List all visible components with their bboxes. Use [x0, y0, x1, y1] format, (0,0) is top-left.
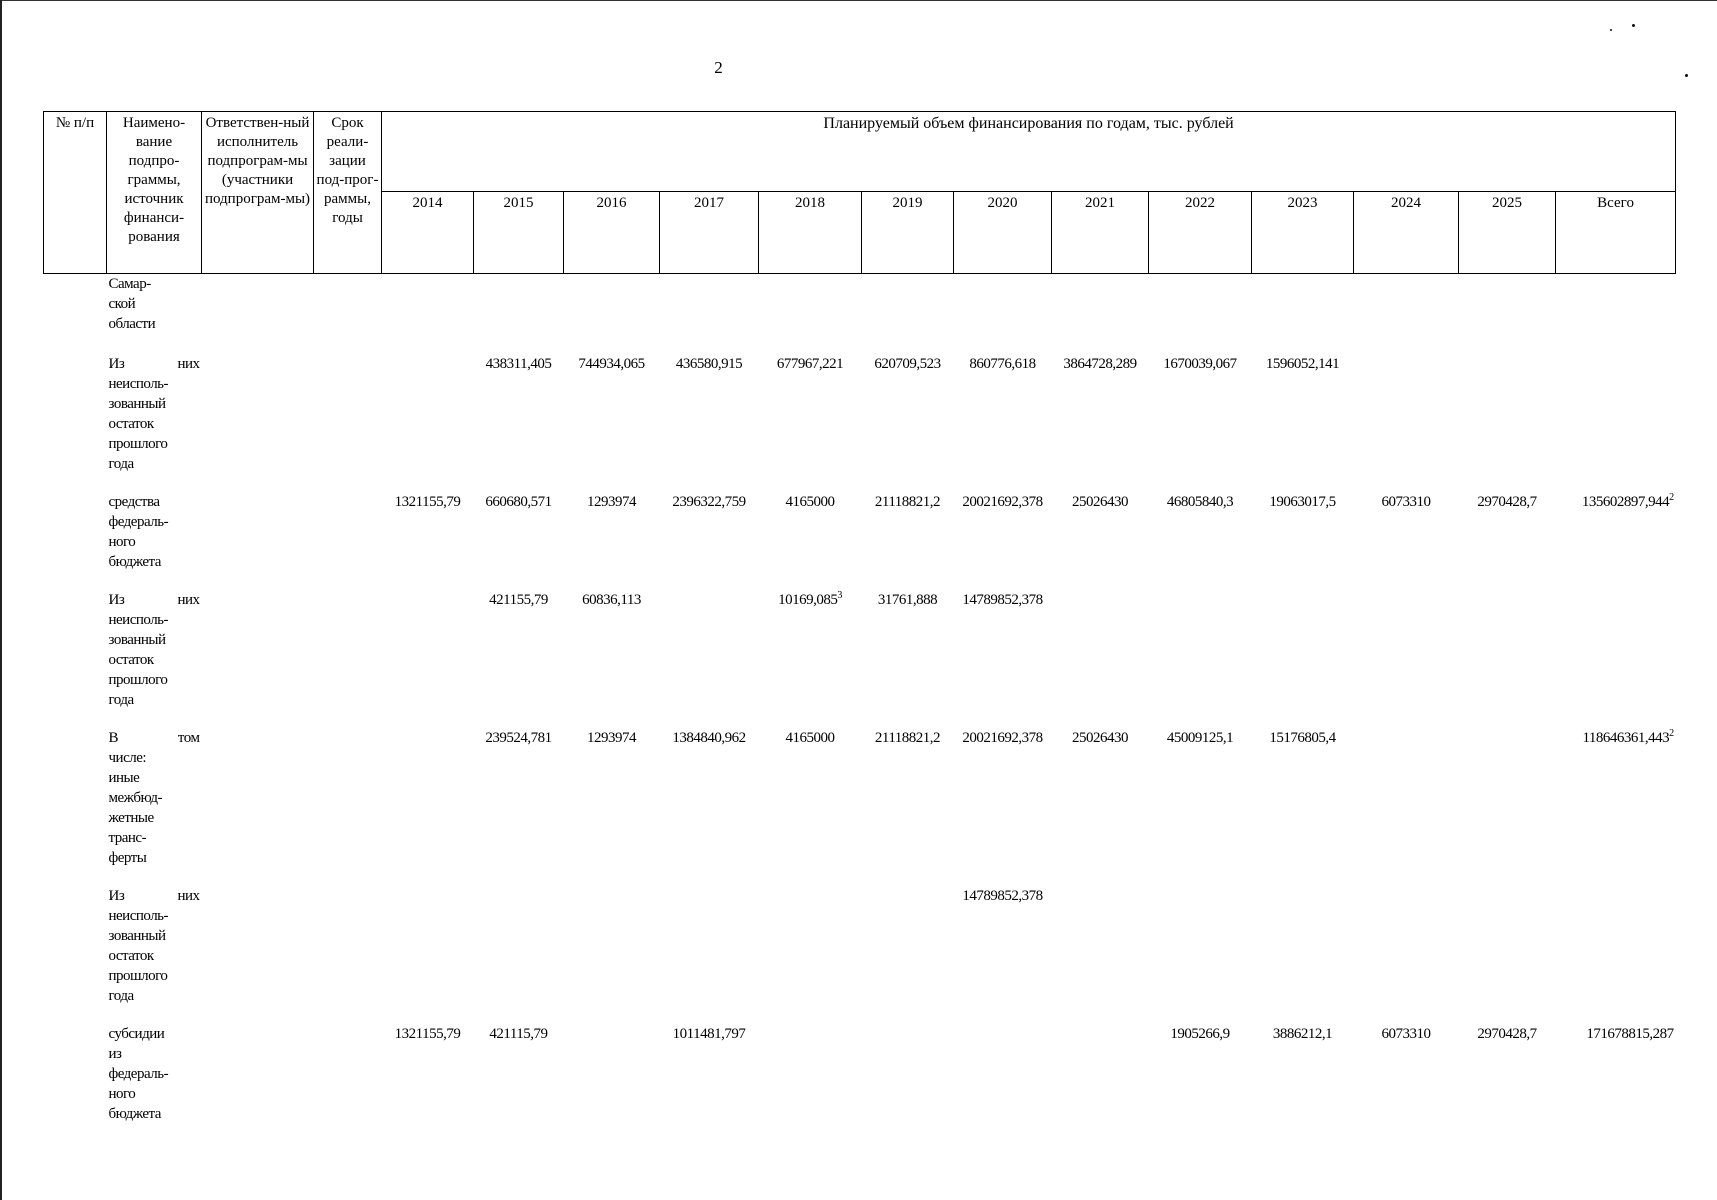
- value-text: 10169,085: [778, 591, 838, 608]
- cell-value-2021: [1052, 274, 1149, 354]
- cell-value-2014: [382, 274, 474, 354]
- cell-value-2018: [759, 886, 862, 1024]
- value-text: 6073310: [1381, 1025, 1431, 1042]
- header-year: 2025: [1459, 192, 1556, 274]
- cell-value-2014: [382, 354, 474, 492]
- cell-value-2021: [1052, 492, 1149, 590]
- cell-value-2016: [564, 354, 660, 492]
- value-text: 4165000: [785, 493, 835, 510]
- cell-value-2022: [1149, 274, 1252, 354]
- value-text: 20021692,378: [962, 493, 1043, 510]
- cell-value-2018: [759, 590, 862, 728]
- source-name-line: числе:: [108, 749, 147, 766]
- cell-term: [314, 1024, 382, 1144]
- cell-value-2022: [1149, 590, 1252, 728]
- cell-value-2017: [660, 354, 759, 492]
- cell-value-2019: [862, 274, 954, 354]
- cell-total: [1556, 590, 1676, 728]
- cell-value-2021: [1052, 1024, 1149, 1144]
- table-row: [44, 492, 1676, 590]
- cell-value-2015: [474, 728, 564, 886]
- source-name-line: ного: [108, 1085, 136, 1102]
- cell-value-2015: [474, 1024, 564, 1144]
- scan-speck: [1610, 29, 1612, 31]
- source-name-line: прошлого: [108, 967, 168, 984]
- cell-value-2019: [862, 590, 954, 728]
- value-text: 60836,113: [582, 591, 641, 608]
- cell-value-2021: [1052, 590, 1149, 728]
- cell-value-2014: [382, 886, 474, 1024]
- cell-value-2020: [954, 590, 1052, 728]
- source-name-line: федераль-: [108, 513, 169, 530]
- source-name-line: области: [108, 316, 156, 332]
- cell-value-2022: [1149, 1024, 1252, 1144]
- value-text: 620709,523: [874, 355, 941, 372]
- cell-value-2016: [564, 886, 660, 1024]
- source-name-line: прошлого: [108, 671, 168, 688]
- value-text: 744934,065: [578, 355, 645, 372]
- cell-value-2024: [1354, 886, 1459, 1024]
- source-name-line: года: [108, 455, 134, 472]
- value-text: 171678815,287: [1586, 1025, 1674, 1042]
- cell-value-2020: [954, 728, 1052, 886]
- cell-value-2017: [660, 1024, 759, 1144]
- cell-value-2025: [1459, 354, 1556, 492]
- cell-value-2020: [954, 492, 1052, 590]
- cell-total: [1556, 728, 1676, 886]
- cell-executor: [202, 886, 314, 1024]
- value-text: 1905266,9: [1170, 1025, 1230, 1042]
- cell-value-2017: [660, 728, 759, 886]
- value-text: 21118821,2: [874, 493, 941, 510]
- source-name-line: В том: [108, 729, 200, 746]
- value-text: 15176805,4: [1269, 729, 1336, 746]
- cell-source-name: [107, 354, 202, 492]
- value-text: 2970428,7: [1477, 493, 1537, 510]
- value-text: 6073310: [1381, 493, 1431, 510]
- cell-value-2020: [954, 886, 1052, 1024]
- source-name-line: остаток: [108, 415, 154, 432]
- cell-source-name: [107, 886, 202, 1024]
- value-text: 19063017,5: [1269, 493, 1336, 510]
- cell-value-2024: [1354, 728, 1459, 886]
- cell-value-2017: [660, 492, 759, 590]
- header-term: Срок реали-зации под-прог-раммы, годы: [314, 112, 382, 274]
- cell-term: [314, 590, 382, 728]
- cell-no: [44, 354, 107, 492]
- value-text: 677967,221: [776, 355, 844, 372]
- cell-value-2017: [660, 590, 759, 728]
- header-year: 2021: [1052, 192, 1149, 274]
- value-text: 421155,79: [489, 591, 548, 608]
- value-text: 438311,405: [485, 355, 552, 372]
- cell-term: [314, 492, 382, 590]
- cell-total: [1556, 886, 1676, 1024]
- cell-value-2015: [474, 590, 564, 728]
- cell-term: [314, 354, 382, 492]
- cell-value-2022: [1149, 728, 1252, 886]
- cell-value-2021: [1052, 728, 1149, 886]
- cell-value-2023: [1252, 728, 1354, 886]
- source-name-line: остаток: [108, 947, 154, 964]
- cell-term: [314, 886, 382, 1024]
- source-name-line: субсидии: [108, 1025, 165, 1042]
- source-name-line: зованный: [108, 631, 166, 648]
- value-text: 20021692,378: [962, 729, 1043, 746]
- cell-value-2025: [1459, 492, 1556, 590]
- financing-table: [43, 111, 1676, 1144]
- source-name-line: Из них: [108, 591, 200, 608]
- cell-value-2019: [862, 728, 954, 886]
- cell-value-2024: [1354, 354, 1459, 492]
- cell-no: [44, 728, 107, 886]
- source-name-line: остаток: [108, 651, 154, 668]
- header-year: Всего: [1556, 192, 1676, 274]
- header-year: 2024: [1354, 192, 1459, 274]
- value-text: 239524,781: [485, 729, 552, 746]
- source-name-line: года: [108, 691, 134, 708]
- cell-value-2019: [862, 886, 954, 1024]
- value-text: 46805840,3: [1166, 493, 1234, 510]
- source-name-line: неисполь-: [108, 611, 169, 628]
- cell-value-2023: [1252, 274, 1354, 354]
- header-year: 2022: [1149, 192, 1252, 274]
- cell-value-2022: [1149, 492, 1252, 590]
- header-no: № п/п: [44, 112, 107, 274]
- cell-no: [44, 274, 107, 354]
- cell-source-name: [107, 274, 202, 354]
- cell-value-2024: [1354, 274, 1459, 354]
- source-name-line: бюджета: [108, 553, 161, 570]
- value-text: 31761,888: [877, 591, 938, 608]
- table-row: [44, 728, 1676, 886]
- source-name-line: года: [108, 987, 134, 1004]
- cell-no: [44, 1024, 107, 1144]
- cell-source-name: [107, 728, 202, 886]
- source-name-line: иные: [108, 769, 140, 786]
- header-executor: Ответствен-ный исполнитель подпрограм-мы (участники подпрограм-мы): [202, 112, 314, 274]
- value-text: 4165000: [785, 729, 835, 746]
- cell-value-2016: [564, 728, 660, 886]
- cell-source-name: [107, 492, 202, 590]
- cell-source-name: [107, 1024, 202, 1144]
- value-text: 2970428,7: [1477, 1025, 1537, 1042]
- source-name-line: федераль-: [108, 1065, 169, 1082]
- source-name-line: неисполь-: [108, 375, 169, 392]
- value-text: 660680,571: [485, 493, 552, 510]
- source-name-line: ного: [108, 533, 136, 550]
- header-year: 2023: [1252, 192, 1354, 274]
- cell-value-2017: [660, 886, 759, 1024]
- cell-source-name: [107, 590, 202, 728]
- header-year: 2016: [564, 192, 660, 274]
- table-row: [44, 886, 1676, 1024]
- cell-value-2015: [474, 354, 564, 492]
- value-text: 135602897,944: [1581, 493, 1670, 510]
- value-text: 45009125,1: [1166, 729, 1234, 746]
- header-year: 2020: [954, 192, 1052, 274]
- header-year: 2017: [660, 192, 759, 274]
- table-row: [44, 354, 1676, 492]
- value-text: 25026430: [1072, 729, 1128, 746]
- value-text: 436580,915: [675, 355, 743, 372]
- page-number: 2: [714, 58, 723, 77]
- source-name-line: ской: [108, 296, 136, 312]
- value-text: 1384840,962: [672, 729, 746, 746]
- cell-value-2018: [759, 728, 862, 886]
- cell-value-2023: [1252, 492, 1354, 590]
- cell-term: [314, 728, 382, 886]
- table-body: [44, 274, 1676, 1144]
- source-name-line: жетные: [108, 809, 154, 826]
- value-text: 14789852,378: [962, 591, 1043, 608]
- cell-value-2017: [660, 274, 759, 354]
- cell-value-2018: [759, 492, 862, 590]
- cell-value-2014: [382, 1024, 474, 1144]
- value-text: 860776,618: [969, 355, 1036, 372]
- source-name-line: бюджета: [108, 1105, 161, 1122]
- cell-value-2021: [1052, 886, 1149, 1024]
- cell-value-2015: [474, 886, 564, 1024]
- table-row: [44, 274, 1676, 354]
- value-text: 2396322,759: [672, 493, 746, 510]
- cell-value-2025: [1459, 274, 1556, 354]
- cell-executor: [202, 590, 314, 728]
- cell-no: [44, 590, 107, 728]
- cell-value-2014: [382, 590, 474, 728]
- cell-value-2025: [1459, 728, 1556, 886]
- value-text: 1596052,141: [1265, 355, 1340, 372]
- cell-total: [1556, 1024, 1676, 1144]
- cell-value-2023: [1252, 590, 1354, 728]
- value-text: 1011481,797: [672, 1025, 746, 1042]
- cell-no: [44, 492, 107, 590]
- cell-executor: [202, 492, 314, 590]
- cell-value-2014: [382, 492, 474, 590]
- value-text: 1293974: [587, 493, 636, 510]
- cell-total: [1556, 354, 1676, 492]
- cell-value-2020: [954, 354, 1052, 492]
- cell-value-2022: [1149, 354, 1252, 492]
- cell-value-2022: [1149, 886, 1252, 1024]
- cell-executor: [202, 354, 314, 492]
- value-text: 421115,79: [489, 1025, 548, 1042]
- cell-value-2021: [1052, 354, 1149, 492]
- cell-value-2024: [1354, 492, 1459, 590]
- source-name-line: средства: [108, 493, 160, 510]
- value-text: 1293974: [587, 729, 636, 746]
- source-name-line: из: [108, 1045, 122, 1062]
- cell-value-2016: [564, 274, 660, 354]
- cell-value-2020: [954, 1024, 1052, 1144]
- cell-value-2025: [1459, 886, 1556, 1024]
- value-text: 14789852,378: [962, 887, 1043, 904]
- value-text: 25026430: [1072, 493, 1128, 510]
- cell-value-2023: [1252, 886, 1354, 1024]
- value-text: 1321155,79: [394, 493, 461, 510]
- header-name: Наимено-вание подпро-граммы, источник финанси-рования: [107, 112, 202, 274]
- source-name-line: Из них: [108, 887, 200, 904]
- source-name-line: прошлого: [108, 435, 168, 452]
- page-edge-top: [0, 0, 1717, 1]
- source-name-line: зованный: [108, 927, 166, 944]
- header-year: 2015: [474, 192, 564, 274]
- header-year: 2018: [759, 192, 862, 274]
- value-text: 118646361,443: [1582, 729, 1670, 746]
- source-name-line: ферты: [108, 849, 147, 866]
- page-edge-left: [0, 0, 2, 1200]
- cell-value-2024: [1354, 1024, 1459, 1144]
- value-text: 3886212,1: [1272, 1025, 1333, 1042]
- source-name-line: транс-: [108, 829, 147, 846]
- cell-no: [44, 886, 107, 1024]
- cell-total: [1556, 492, 1676, 590]
- cell-value-2020: [954, 274, 1052, 354]
- header-planned-financing: Планируемый объем финансирования по годам, тыс. рублей: [382, 112, 1676, 192]
- cell-value-2018: [759, 274, 862, 354]
- cell-term: [314, 274, 382, 354]
- header-year: 2019: [862, 192, 954, 274]
- source-name-line: Из них: [108, 355, 200, 372]
- source-name-line: межбюд-: [108, 789, 163, 806]
- cell-value-2015: [474, 492, 564, 590]
- scan-speck: [1685, 74, 1688, 77]
- cell-value-2019: [862, 354, 954, 492]
- value-text: 1321155,79: [394, 1025, 461, 1042]
- source-name-line: зованный: [108, 395, 166, 412]
- value-text: 21118821,2: [874, 729, 941, 746]
- source-name-line: Самар-: [108, 276, 151, 292]
- cell-value-2025: [1459, 1024, 1556, 1144]
- scan-speck: [1632, 24, 1635, 27]
- footnote-mark: 2: [1669, 727, 1674, 739]
- cell-value-2019: [862, 1024, 954, 1144]
- source-name-line: неисполь-: [108, 907, 169, 924]
- cell-value-2025: [1459, 590, 1556, 728]
- cell-value-2016: [564, 492, 660, 590]
- cell-value-2016: [564, 590, 660, 728]
- cell-value-2018: [759, 354, 862, 492]
- header-year: 2014: [382, 192, 474, 274]
- footnote-mark: 2: [1669, 491, 1674, 503]
- value-text: 3864728,289: [1063, 355, 1137, 372]
- cell-executor: [202, 274, 314, 354]
- cell-value-2023: [1252, 354, 1354, 492]
- cell-executor: [202, 728, 314, 886]
- cell-value-2016: [564, 1024, 660, 1144]
- table-row: [44, 590, 1676, 728]
- table-row: [44, 1024, 1676, 1144]
- cell-value-2018: [759, 1024, 862, 1144]
- cell-value-2014: [382, 728, 474, 886]
- cell-value-2015: [474, 274, 564, 354]
- cell-value-2019: [862, 492, 954, 590]
- cell-executor: [202, 1024, 314, 1144]
- cell-value-2024: [1354, 590, 1459, 728]
- cell-total: [1556, 274, 1676, 354]
- footnote-mark: 3: [837, 589, 842, 601]
- value-text: 1670039,067: [1163, 355, 1237, 372]
- cell-value-2023: [1252, 1024, 1354, 1144]
